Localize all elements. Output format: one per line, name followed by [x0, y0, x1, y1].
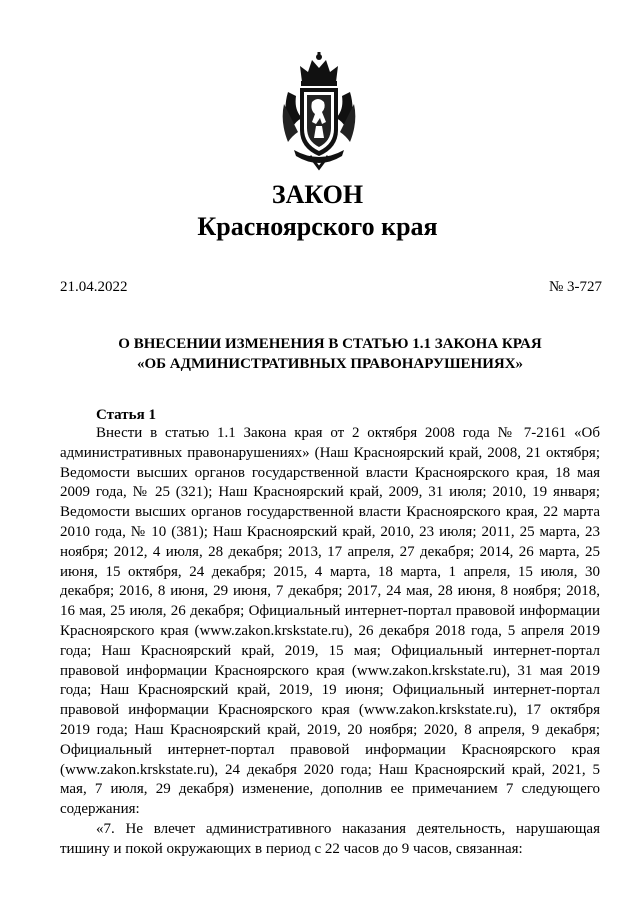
paragraph-2: «7. Не влечет административного наказания деятельность, нарушающая тишину и покой окружающих в период с 22 часов до 9 часов, связанная: — [60, 820, 600, 857]
law-date: 21.04.2022 — [60, 279, 128, 295]
region-title: Красноярского края — [197, 212, 438, 241]
law-number: № 3-727 — [548, 279, 602, 295]
article-title: Статья 1 — [96, 407, 156, 423]
law-heading — [60, 334, 600, 374]
heading-line-2: «ОБ АДМИНИСТРАТИВНЫХ ПРАВОНАРУШЕНИЯХ» — [136, 356, 524, 372]
paragraph-1: Внести в статью 1.1 Закона края от 2 октября 2008 года № 7-2161 «Об административных правонарушениях» (Наш Красноярский край, 2008, 21 октября; Ведомости высших органов государственной власти Красноярского края, 18 мая 2009 года, № 25 (321); Наш Красноярский край, 2009, 31 июля; 2010, 19 января; Ведомости высших органов государственной власти Красноярского края, 22 марта 2010 года, № 10 (381); Наш Красноярский край, 2010, 23 июля; 2011, 25 марта, 23 ноября; 2012, 4 июля, 28 декабря; 2013, 17 апреля, 27 декабря; 2014, 26 марта, 25 июня, 15 октября, 24 декабря; 2015, 4 марта, 18 марта, 1 апреля, 15 июля, 30 декабря; 2016, 8 июня, 29 июня, 7 декабря; 2017, 24 мая, 28 июня, 8 ноября; 2018, 16 мая, 25 июля, 26 декабря; Официальный интернет-портал правовой информации Красноярского края (www.zakon.krskstate.ru), 26 декабря 2018 года, 5 апреля 2019 года; Наш Красноярский край, 2019, 15 мая; Официальный интернет-портал правовой информации Красноярского края (www.zakon.krskstate.ru), 31 мая 2019 года; Наш Красноярский край, 2019, 19 июня; Официальный интернет-портал правовой информации Красноярского края (www.zakon.krskstate.ru), 17 октября 2019 года; Наш Красноярский край, 2019, 20 ноября; 2020, 8 апреля, 9 декабря; Официальный интернет-портал правовой информации Красноярского края (www.zakon.krskstate.ru), 24 декабря 2020 года; Наш Красноярский край, 2021, 5 мая, 7 июля, 29 декабря) изменение, дополнив ее примечанием 7 следующего содержания: — [60, 425, 600, 818]
article-body — [60, 424, 600, 860]
heading-line-1: О ВНЕСЕНИИ ИЗМЕНЕНИЯ В СТАТЬЮ 1.1 ЗАКОНА КРАЯ — [118, 336, 542, 352]
law-title: ЗАКОН — [271, 180, 364, 209]
coat-of-arms-icon — [280, 52, 358, 172]
